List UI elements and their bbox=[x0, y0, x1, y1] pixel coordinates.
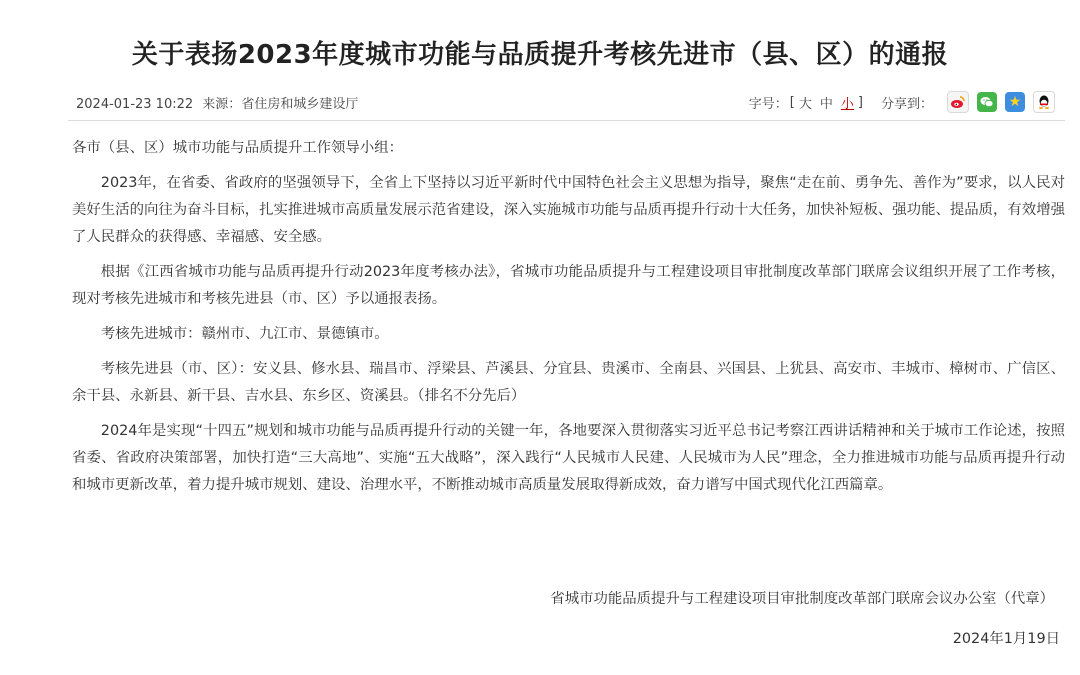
share-label: 分享到： bbox=[880, 96, 933, 112]
font-size-small[interactable]: 小 bbox=[840, 96, 854, 112]
source-name: 省住房和城乡建设厅 bbox=[241, 97, 359, 112]
source-label: 来源： bbox=[202, 97, 242, 112]
salutation: 各市（县、区）城市功能与品质提升工作领导小组： bbox=[72, 140, 403, 156]
qq-icon[interactable] bbox=[1033, 91, 1055, 113]
qzone-icon[interactable]: ★ bbox=[1005, 92, 1025, 112]
font-size-medium[interactable]: 中 bbox=[819, 96, 833, 112]
signature: 省城市功能品质提升与工程建设项目审批制度改革部门联席会议办公室（代章） bbox=[550, 591, 1054, 607]
article-title: 关于表扬2023年度城市功能与品质提升考核先进市（县、区）的通报 bbox=[131, 40, 949, 70]
article-tools bbox=[749, 91, 1055, 113]
article-meta-bar bbox=[68, 86, 1065, 121]
paragraph-1: 2023年，在省委、省政府的坚强领导下，全省上下坚持以习近平新时代中国特色社会主义思想为指导，聚焦“走在前、勇争先、善作为”要求，以人民对美好生活的向往为奋斗目标，扎实推进城市高质量发展示范省建设，深入实施城市功能与品质再提升行动十大任务，加快补短板、强功能、提品质，有效增强了人民群众的获得感、幸福感、安全感。 bbox=[72, 175, 1065, 245]
article-body bbox=[72, 135, 1065, 507]
publish-datetime: 2024-01-23 10:22 bbox=[76, 97, 194, 112]
paragraph-2: 根据《江西省城市功能与品质再提升行动2023年度考核办法》，省城市功能品质提升与工程建设项目审批制度改革部门联席会议组织开展了工作考核，现对考核先进城市和考核先进县（市、区）予以通报表扬。 bbox=[72, 264, 1065, 307]
wechat-icon[interactable] bbox=[977, 92, 997, 112]
paragraph-5: 2024年是实现“十四五”规划和城市功能与品质再提升行动的关键一年，各地要深入贯彻落实习近平总书记考察江西讲话精神和关于城市工作论述，按照省委、省政府决策部署，加快打造“三大高地”、实施“五大战略”，深入践行“人民城市人民建、人民城市为人民”理念，全力推进城市功能与品质再提升行动和城市更新改革，着力提升城市规划、建设、治理水平，不断推动城市高质量发展取得新成效，奋力谱写中国式现代化江西篇章。 bbox=[72, 423, 1065, 493]
weibo-icon[interactable] bbox=[947, 91, 969, 113]
font-size-large[interactable]: 大 bbox=[798, 96, 812, 112]
font-size-label: 字号： bbox=[748, 96, 788, 112]
paragraph-3: 考核先进城市：赣州市、九江市、景德镇市。 bbox=[100, 326, 389, 342]
article-meta bbox=[76, 93, 363, 112]
font-size-bracket-close: ] bbox=[857, 94, 863, 110]
issue-date: 2024年1月19日 bbox=[952, 631, 1060, 647]
paragraph-4: 考核先进县（市、区）：安义县、修水县、瑞昌市、浮梁县、芦溪县、分宜县、贵溪市、全南县、兴国县、上犹县、高安市、丰城市、樟树市、广信区、余干县、永新县、新干县、吉水县、东乡区、资溪县。（排名不分先后） bbox=[72, 361, 1065, 404]
font-size-bracket-open: [ bbox=[789, 94, 795, 110]
